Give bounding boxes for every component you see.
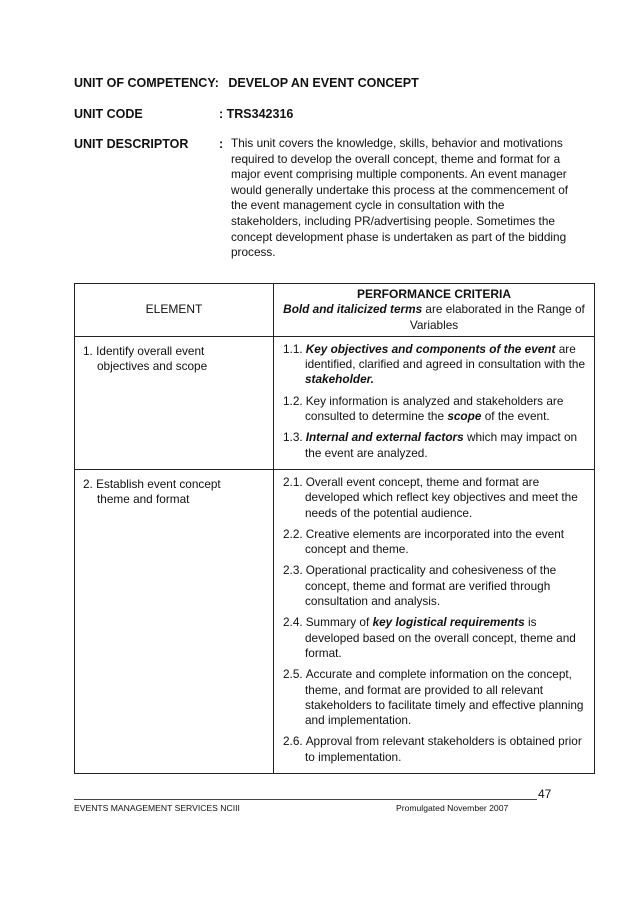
competency-value: DEVELOP AN EVENT CONCEPT (228, 76, 419, 90)
criteria-item (283, 667, 586, 728)
element-title-continued: objectives and scope (97, 359, 208, 374)
criteria-item (283, 615, 586, 661)
element-cell (75, 469, 274, 773)
criteria-number: 1.1. (283, 341, 303, 356)
element-title-continued: theme and format (97, 492, 190, 507)
criteria-item (283, 342, 586, 388)
criteria-key-term: Internal and external factors (305, 430, 464, 445)
criteria-item (283, 563, 586, 609)
criteria-key-term: key logistical requirements (372, 615, 525, 630)
unit-code-value: : TRS342316 (219, 107, 294, 121)
criteria-item (283, 394, 586, 425)
criteria-cell (274, 469, 595, 773)
criteria-item (283, 734, 586, 765)
criteria-title: PERFORMANCE CRITERIA (356, 287, 511, 301)
criteria-text: of the event. (481, 409, 550, 424)
criteria-text: is developed based on the overall concept, theme and format. (305, 615, 576, 660)
criteria-subtitle-rest: are elaborated in the Range of Variables (409, 302, 585, 332)
criteria-number: 2.1. (283, 474, 303, 489)
element-cell (75, 336, 274, 469)
criteria-number: 1.2. (283, 393, 303, 408)
criteria-number: 1.3. (283, 430, 303, 445)
table-row (75, 336, 595, 469)
page-number: 47 (538, 787, 552, 801)
competency-label: UNIT OF COMPETENCY: (74, 76, 219, 90)
criteria-text: Creative elements are incorporated into the event concept and theme. (305, 526, 565, 557)
criteria-number: 2.6. (283, 734, 303, 749)
criteria-cell (274, 336, 595, 469)
element-title: 1. Identify overall event (83, 343, 205, 358)
criteria-key-term: stakeholder. (305, 372, 374, 387)
criteria-text: Approval from relevant stakeholders is obtained prior to implementation. (305, 734, 582, 764)
table-header-row (75, 284, 595, 337)
footer-right-text: Promulgated November 2007 (396, 803, 509, 813)
criteria-text: are identified, clarified and agreed in consultation with the (305, 341, 586, 372)
criteria-text: Overall event concept, theme and format are developed which reflect key objectives and meet the needs of the potential audience. (305, 474, 578, 520)
criteria-number: 2.3. (283, 563, 303, 578)
performance-table (74, 283, 595, 774)
unit-descriptor-colon: : (219, 137, 224, 151)
criteria-text: Accurate and complete information on the concept, theme, and format are provided to all relevant stakeholders to facilitate timely and effective planning and implementation. (305, 667, 584, 728)
element-title: 2. Establish event concept (83, 476, 221, 491)
table-row (75, 469, 595, 773)
footer-left-text: EVENTS MANAGEMENT SERVICES NCIII (74, 803, 240, 813)
criteria-text: Summary of (305, 615, 373, 630)
criteria-text: Key information is analyzed and stakeholders are consulted to determine the (305, 393, 564, 424)
unit-descriptor-label: UNIT DESCRIPTOR (74, 137, 189, 151)
competency-line (74, 76, 419, 90)
criteria-text: Operational practicality and cohesiveness of the concept, theme and format are verified through consultation and analysis. (305, 563, 557, 609)
criteria-text: which may impact on the event are analyzed. (305, 430, 578, 460)
criteria-subtitle-emphasis: Bold and italicized terms (283, 302, 423, 317)
criteria-key-term: Key objectives and components of the event (305, 341, 556, 356)
criteria-subtitle (280, 302, 588, 333)
criteria-number: 2.5. (283, 667, 303, 682)
footer-divider (74, 799, 537, 800)
criteria-number: 2.4. (283, 615, 303, 630)
criteria-item (283, 475, 586, 521)
criteria-item (283, 527, 586, 558)
criteria-item (283, 430, 586, 461)
element-column-header: ELEMENT (75, 284, 274, 337)
criteria-column-header (274, 284, 595, 337)
criteria-number: 2.2. (283, 526, 303, 541)
unit-descriptor-text: This unit covers the knowledge, skills, behavior and motivations required to develop the overall concept, theme and format for a major event comprising multiple components. An event manager would generally undertake this process at the commencement of the event management cycle in consultation with the stakeholders, including PR/advertising people. Sometimes the concept development phase is undertaken as part of the bidding process. (231, 136, 569, 260)
unit-code-label: UNIT CODE (74, 107, 143, 121)
criteria-key-term: scope (447, 409, 482, 424)
